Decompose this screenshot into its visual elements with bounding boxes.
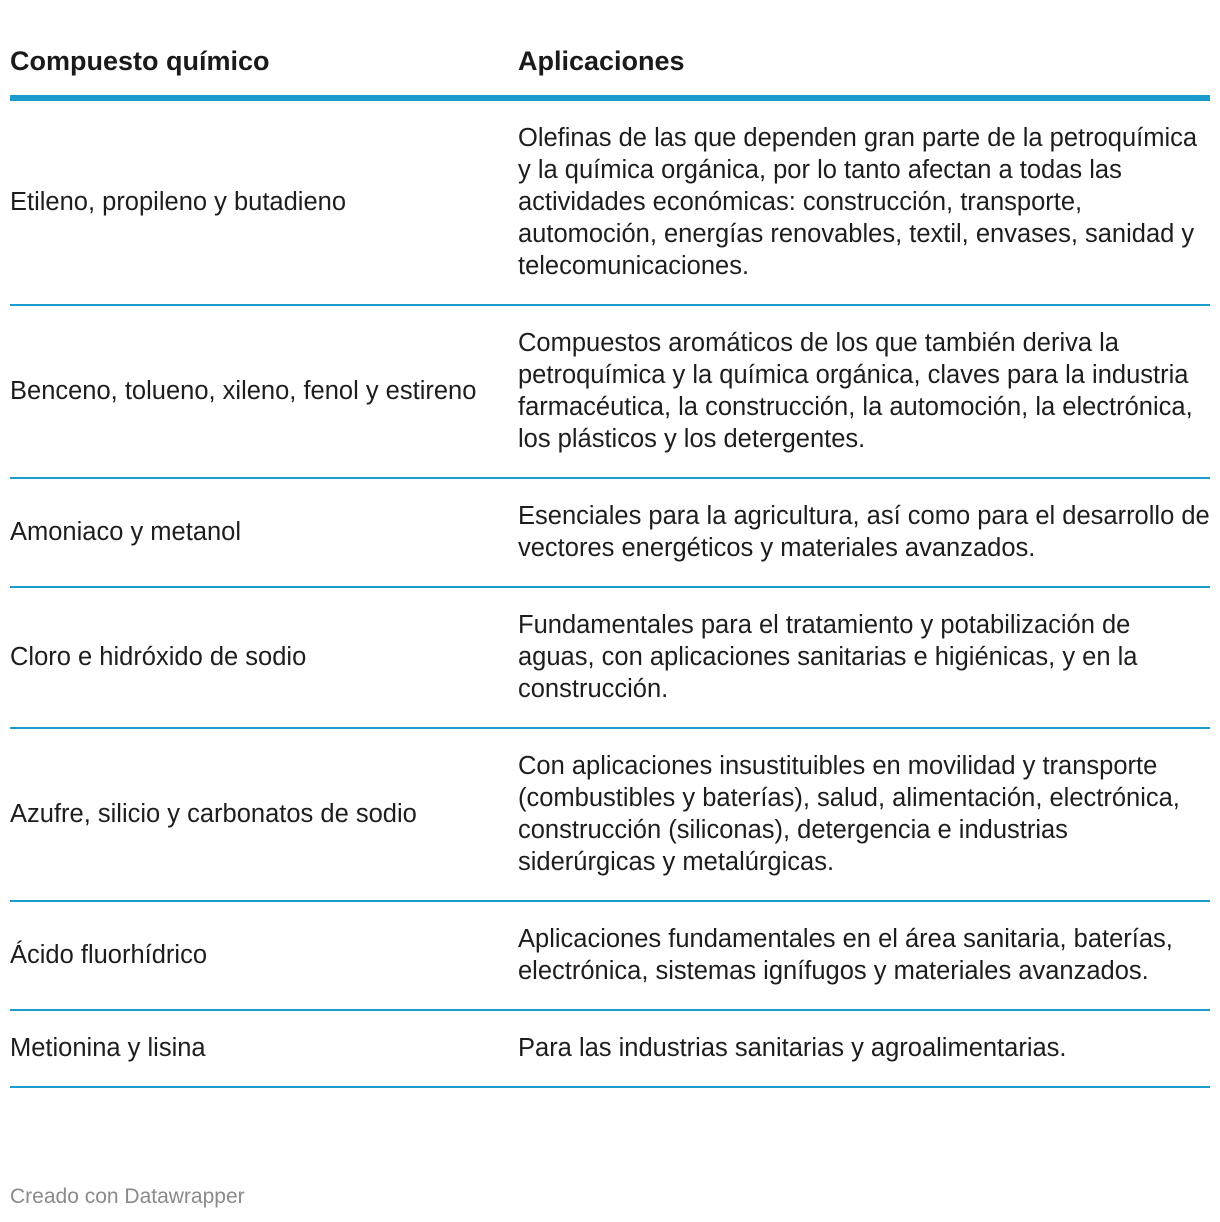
applications-text: Con aplicaciones insustituibles en movilidad y transporte (combustibles y baterías), salud, alimentación, electrónica, construcción (siliconas), detergencia e industrias siderúrgicas y metalúrgicas. <box>518 752 1180 876</box>
datawrapper-credit[interactable]: Creado con Datawrapper <box>10 1185 245 1208</box>
applications-cell <box>518 901 1210 1010</box>
applications-cell <box>518 728 1210 901</box>
compound-text: Benceno, tolueno, xileno, fenol y estireno <box>10 377 477 405</box>
applications-text: Fundamentales para el tratamiento y potabilización de aguas, con aplicaciones sanitarias e higiénicas, y en la construcción. <box>518 611 1138 703</box>
compound-text: Ácido fluorhídrico <box>10 941 208 969</box>
compound-cell <box>10 98 518 305</box>
compound-cell <box>10 478 518 587</box>
table-row <box>10 901 1210 1010</box>
header-compound[interactable]: Compuesto químico <box>10 0 518 98</box>
compound-cell <box>10 587 518 728</box>
table-row <box>10 728 1210 901</box>
compound-cell <box>10 901 518 1010</box>
compound-text: Cloro e hidróxido de sodio <box>10 643 307 671</box>
compound-text: Amoniaco y metanol <box>10 518 242 546</box>
compound-text: Etileno, propileno y butadieno <box>10 188 346 216</box>
header-applications[interactable]: Aplicaciones <box>518 0 1210 98</box>
compound-text: Metionina y lisina <box>10 1034 206 1062</box>
applications-text: Para las industrias sanitarias y agroalimentarias. <box>518 1034 1067 1062</box>
table-row <box>10 1010 1210 1087</box>
table-row <box>10 305 1210 478</box>
applications-cell <box>518 1010 1210 1087</box>
applications-text: Olefinas de las que dependen gran parte de la petroquímica y la química orgánica, por lo tanto afectan a todas las actividades económicas: construcción, transporte, automoción, energías renovables, textil, envases, sanidad y telecomunicaciones. <box>518 124 1198 280</box>
compound-cell <box>10 728 518 901</box>
applications-cell <box>518 98 1210 305</box>
compound-text: Azufre, silicio y carbonatos de sodio <box>10 800 417 828</box>
compounds-table-container <box>10 0 1210 1088</box>
table-row <box>10 98 1210 305</box>
applications-cell <box>518 478 1210 587</box>
applications-cell <box>518 305 1210 478</box>
table-header-row <box>10 0 1210 98</box>
compounds-table <box>10 0 1210 1088</box>
compound-cell <box>10 305 518 478</box>
table-row <box>10 478 1210 587</box>
table-row <box>10 587 1210 728</box>
applications-text: Compuestos aromáticos de los que también deriva la petroquímica y la química orgánica, claves para la industria farmacéutica, la construcción, la automoción, la electrónica, los plásticos y los detergentes. <box>518 329 1193 453</box>
compound-cell <box>10 1010 518 1087</box>
applications-text: Aplicaciones fundamentales en el área sanitaria, baterías, electrónica, sistemas ignífugos y materiales avanzados. <box>518 925 1173 985</box>
applications-cell <box>518 587 1210 728</box>
applications-text: Esenciales para la agricultura, así como para el desarrollo de vectores energéticos y materiales avanzados. <box>518 502 1210 562</box>
